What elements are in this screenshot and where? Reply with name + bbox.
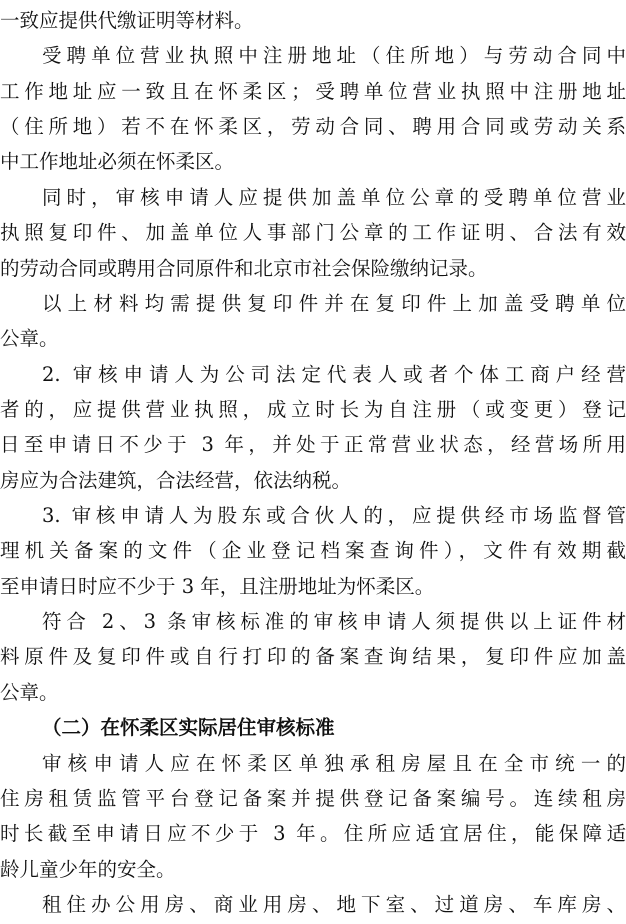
section-heading: （二）在怀柔区实际居住审核标准 bbox=[42, 716, 335, 739]
text-line: 中工作地址必须在怀柔区。 bbox=[0, 150, 235, 173]
text-line: 公章。 bbox=[0, 681, 59, 704]
text-line: 时长截至申请日应不少于 3 年。住所应适宜居住，能保障适 bbox=[0, 822, 626, 845]
text-line: 同时，审核申请人应提供加盖单位公章的受聘单位营业 bbox=[42, 186, 626, 209]
text-line: 的劳动合同或聘用合同原件和北京市社会保险缴纳记录。 bbox=[0, 257, 488, 280]
text-line: 龄儿童少年的安全。 bbox=[0, 858, 176, 881]
text-line: 3. 审核申请人为股东或合伙人的，应提供经市场监督管 bbox=[42, 504, 626, 527]
text-line: 受聘单位营业执照中注册地址（住所地）与劳动合同中 bbox=[42, 44, 626, 67]
text-line: 审核申请人应在怀柔区单独承租房屋且在全市统一的 bbox=[42, 752, 626, 775]
text-line: 以上材料均需提供复印件并在复印件上加盖受聘单位 bbox=[42, 292, 626, 315]
text-line: 执照复印件、加盖单位人事部门公章的工作证明、合法有效 bbox=[0, 221, 626, 244]
text-line: 理机关备案的文件（企业登记档案查询件），文件有效期截 bbox=[0, 539, 626, 562]
text-line: 者的，应提供营业执照，成立时长为自注册（或变更）登记 bbox=[0, 398, 626, 421]
text-line: 房应为合法建筑，合法经营，依法纳税。 bbox=[0, 469, 352, 492]
text-line: 日至申请日不少于 3 年，并处于正常营业状态，经营场所用 bbox=[0, 433, 626, 456]
text-line: 符合 2、3 条审核标准的审核申请人须提供以上证件材 bbox=[42, 610, 626, 633]
text-line: （住所地）若不在怀柔区，劳动合同、聘用合同或劳动关系 bbox=[0, 115, 626, 138]
text-line: 住房租赁监管平台登记备案并提供登记备案编号。连续租房 bbox=[0, 787, 626, 810]
text-line: 工作地址应一致且在怀柔区；受聘单位营业执照中注册地址 bbox=[0, 80, 626, 103]
text-line: 至申请日时应不少于 3 年，且注册地址为怀柔区。 bbox=[0, 575, 435, 598]
text-line: 租住办公用房、商业用房、地下室、过道房、车库房、 bbox=[42, 893, 626, 916]
text-line: 一致应提供代缴证明等材料。 bbox=[0, 9, 254, 32]
text-line: 料原件及复印件或自行打印的备案查询结果，复印件应加盖 bbox=[0, 645, 626, 668]
text-line: 公章。 bbox=[0, 327, 59, 350]
text-line: 2. 审核申请人为公司法定代表人或者个体工商户经营 bbox=[42, 363, 626, 386]
